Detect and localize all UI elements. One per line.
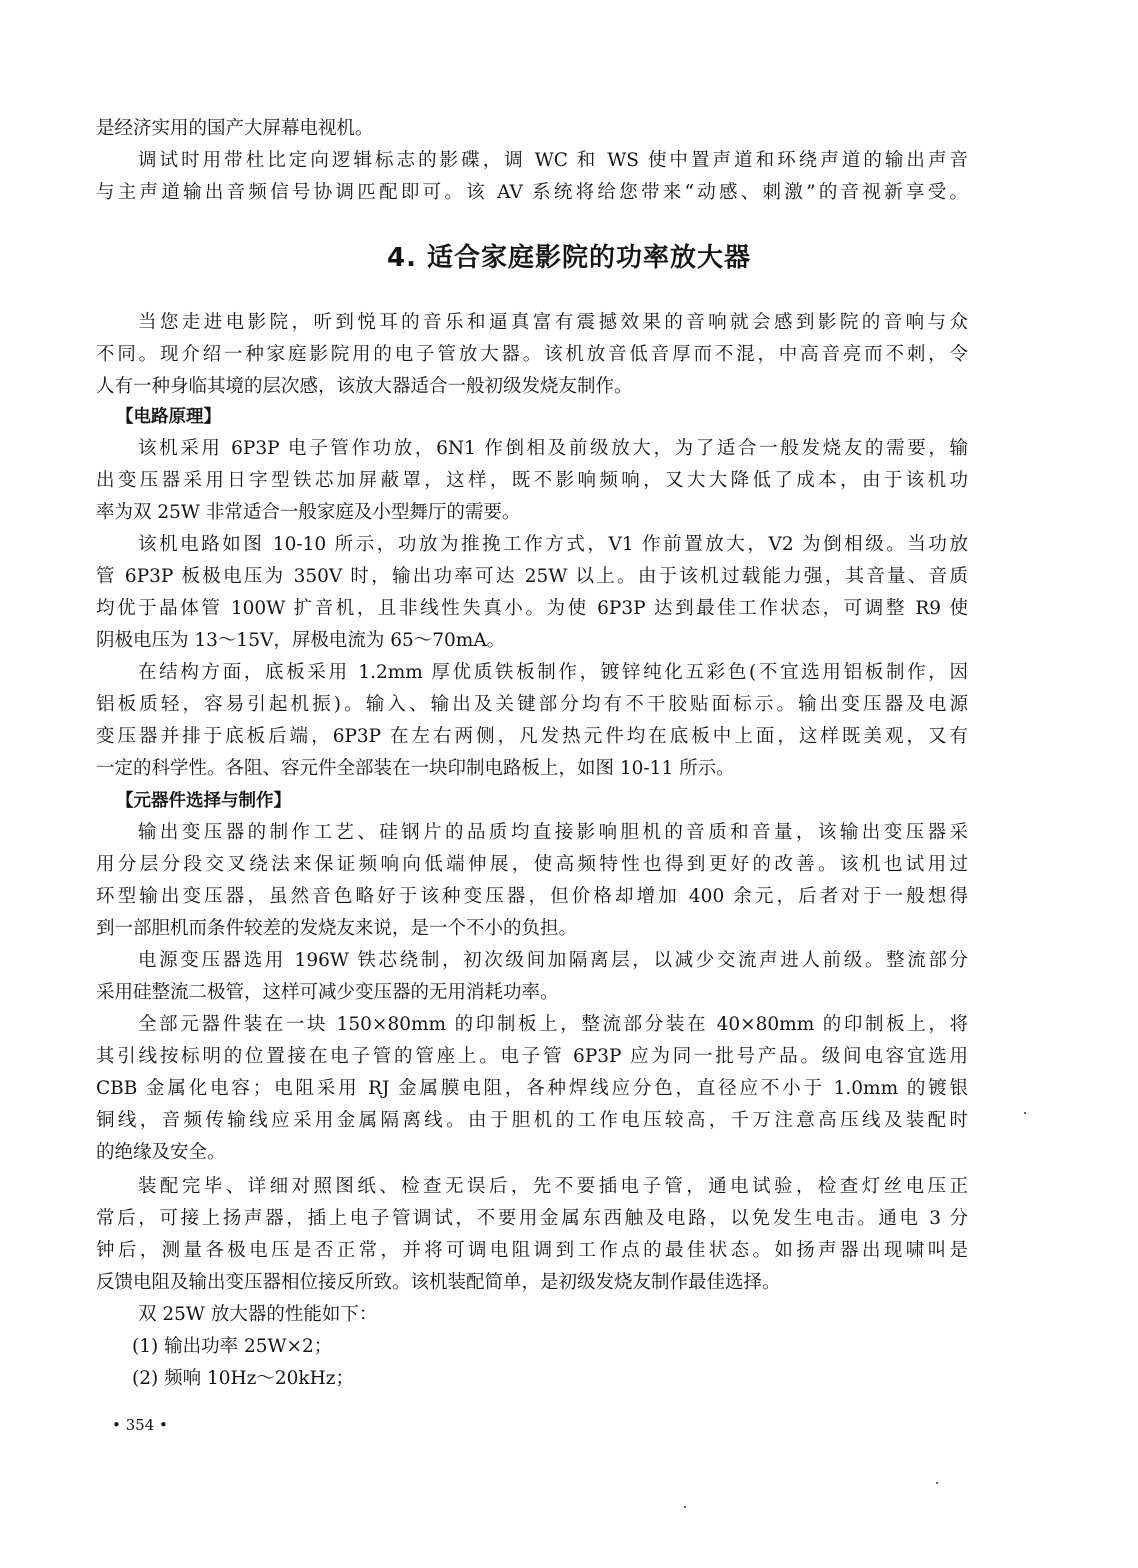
page-number: • 354 •: [112, 1416, 168, 1434]
text-line: 与主声道输出音频信号协调匹配即可。该 AV 系统将给您带来“动感、刺激”的音视新享受。: [96, 182, 968, 203]
text-line: 装配完毕、详细对照图纸、检查无误后，先不要插电子管，通电试验，检查灯丝电压正: [138, 1176, 968, 1197]
text-line: 不同。现介绍一种家庭影院用的电子管放大器。该机放音低音厚而不混，中高音亮而不刺，令: [96, 344, 968, 365]
spec-item: (1) 输出功率 25W×2；: [132, 1336, 333, 1357]
text-line: CBB 金属化电容；电阻采用 RJ 金属膜电阻，各种焊线应分色，直径应不小于 1.0mm 的镀银: [96, 1078, 968, 1099]
text-line: 环型输出变压器，虽然音色略好于该种变压器，但价格却增加 400 余元，后者对于一般想得: [96, 886, 968, 907]
text-line: 用分层分段交叉绕法来保证频响向低端伸展，使高频特性也得到更好的改善。该机也试用过: [96, 854, 968, 875]
scan-speck: [1024, 1112, 1026, 1114]
text-line: 一定的科学性。各阻、容元件全部装在一块印制电路板上，如图 10-11 所示。: [96, 758, 735, 779]
scan-speck: [936, 1482, 938, 1484]
text-line: 电源变压器选用 196W 铁芯绕制，初次级间加隔离层，以减少交流声进人前级。整流部分: [138, 950, 968, 971]
text-line: 反馈电阻及输出变压器相位接反所致。该机装配简单，是初级发烧友制作最佳选择。: [96, 1272, 781, 1293]
text-line: 其引线按标明的位置接在电子管的管座上。电子管 6P3P 应为同一批号产品。级间电容宜选用: [96, 1046, 968, 1067]
text-line: 常后，可接上扬声器，插上电子管调试，不要用金属东西触及电路，以免发生电击。通电 3 分: [96, 1208, 968, 1229]
text-line: 该机采用 6P3P 电子管作功放，6N1 作倒相及前级放大，为了适合一般发烧友的需要，输: [138, 438, 968, 459]
text-line: 全部元器件装在一块 150×80mm 的印制板上，整流部分装在 40×80mm 的印制板上，将: [138, 1014, 968, 1035]
subheading-circuit-principle: 【电路原理】: [116, 407, 221, 427]
text-line: 该机电路如图 10-10 所示，功放为推挽工作方式，V1 作前置放大，V2 为倒相级。当功放: [138, 534, 968, 555]
text-line: 到一部胆机而条件较差的发烧友来说，是一个不小的负担。: [96, 918, 578, 939]
text-line: 调试时用带杜比定向逻辑标志的影碟，调 WC 和 WS 使中置声道和环绕声道的输出声音: [138, 150, 968, 171]
text-line: 变压器并排于底板后端，6P3P 在左右两侧，凡发热元件均在底板中上面，这样既美观，又有: [96, 726, 968, 747]
spec-item: (2) 频响 10Hz～20kHz；: [132, 1368, 355, 1389]
section-heading: 4. 适合家庭影院的功率放大器: [386, 243, 752, 273]
text-line: 人有一种身临其境的层次感，该放大器适合一般初级发烧友制作。: [96, 376, 633, 397]
text-line: 均优于晶体管 100W 扩音机，且非线性失真小。为使 6P3P 达到最佳工作状态，可调整 R9 使: [96, 598, 968, 619]
text-line: 出变压器采用日字型铁芯加屏蔽罩，这样，既不影响频响，又大大降低了成本，由于该机功: [96, 470, 968, 491]
text-line: 管 6P3P 板极电压为 350V 时，输出功率可达 25W 以上。由于该机过载能力强，其音量、音质: [96, 566, 968, 587]
text-line: 阴极电压为 13～15V，屏极电流为 65～70mA。: [96, 630, 506, 651]
text-line: 的绝缘及安全。: [96, 1142, 226, 1163]
text-line: 在结构方面，底板采用 1.2mm 厚优质铁板制作，镀锌纯化五彩色(不宜选用铝板制作，因: [138, 662, 968, 683]
text-line: 铜线，音频传输线应采用金属隔离线。由于胆机的工作电压较高，千万注意高压线及装配时: [96, 1110, 968, 1131]
text-line: 是经济实用的国产大屏幕电视机。: [96, 118, 374, 139]
text-line: 双 25W 放大器的性能如下：: [138, 1304, 378, 1325]
text-line: 率为双 25W 非常适合一般家庭及小型舞厅的需要。: [96, 502, 521, 523]
text-line: 钟后，测量各极电压是否正常，并将可调电阻调到工作点的最佳状态。如扬声器出现啸叫是: [96, 1240, 968, 1261]
subheading-component-selection: 【元器件选择与制作】: [116, 791, 291, 811]
text-line: 铝板质轻，容易引起机振)。输入、输出及关键部分均有不干胶贴面标示。输出变压器及电源: [96, 694, 968, 715]
scan-speck: [684, 1506, 686, 1508]
text-line: 当您走进电影院，听到悦耳的音乐和逼真富有震撼效果的音响就会感到影院的音响与众: [138, 312, 968, 333]
text-line: 输出变压器的制作工艺、硅钢片的品质均直接影响胆机的音质和音量，该输出变压器采: [138, 822, 968, 843]
text-line: 采用硅整流二极管，这样可减少变压器的无用消耗功率。: [96, 982, 559, 1003]
